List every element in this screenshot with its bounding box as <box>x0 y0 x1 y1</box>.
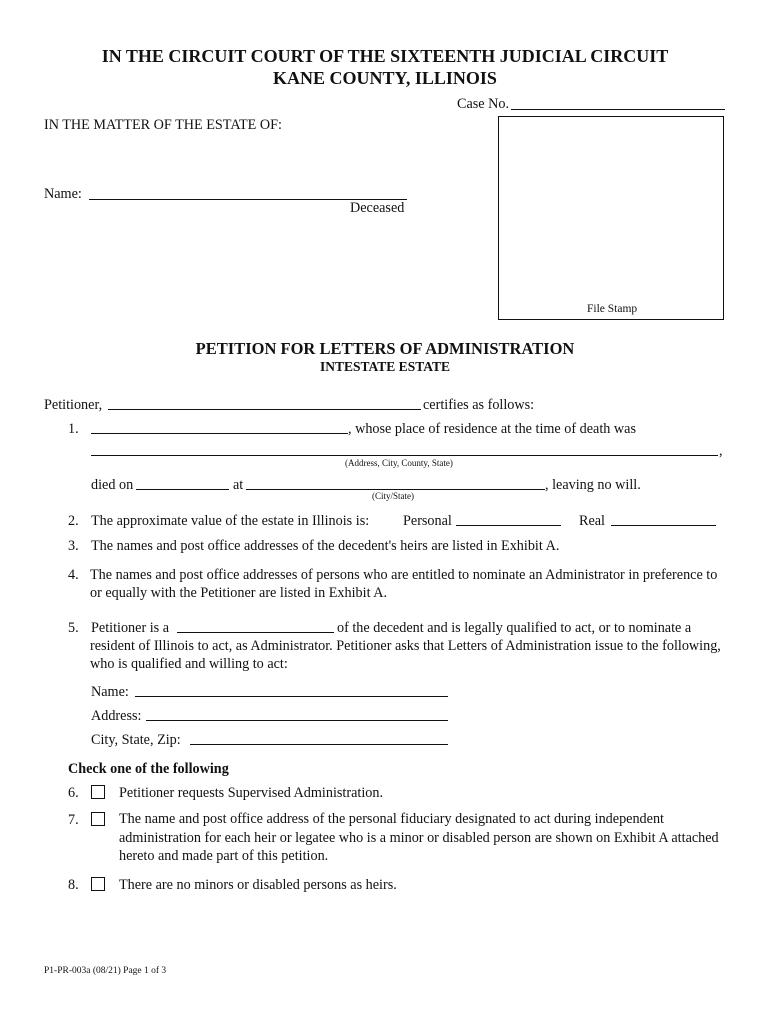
petition-title: PETITION FOR LETTERS OF ADMINISTRATION <box>195 339 575 358</box>
item-5-text-after: of the decedent and is legally qualified to act, or to nominate a <box>337 620 692 636</box>
case-no-label: Case No. <box>457 96 510 112</box>
form-id-footer: P1-PR-003a (08/21) Page 1 of 3 <box>44 966 167 976</box>
fiduciary-text: The name and post office address of the personal fiduciary designated to act during independent administration for each heir or legatee who is a minor or disabled person are shown on Exhibit A attached hereto and made part of this petition. <box>119 811 719 864</box>
item-5-number: 5. <box>68 620 79 636</box>
item-6-number: 6. <box>68 785 79 801</box>
died-on-label: died on <box>91 477 134 493</box>
supervised-admin-checkbox[interactable] <box>91 785 105 799</box>
fiduciary-checkbox[interactable] <box>91 812 105 826</box>
case-no-field[interactable] <box>511 109 725 110</box>
item-7-number: 7. <box>68 812 79 828</box>
item-4-number: 4. <box>68 567 79 583</box>
certifies-text: certifies as follows: <box>423 397 535 413</box>
deceased-label: Deceased <box>350 200 405 216</box>
at-label: at <box>233 477 244 493</box>
file-stamp-label: File Stamp <box>587 303 638 315</box>
item-2-number: 2. <box>68 513 79 529</box>
personal-value-field[interactable] <box>456 525 561 526</box>
item-8-number: 8. <box>68 877 79 893</box>
item-3-number: 3. <box>68 538 79 554</box>
item-1-number: 1. <box>68 421 79 437</box>
court-title-line2: KANE COUNTY, ILLINOIS <box>273 68 497 88</box>
place-of-death-field[interactable] <box>246 489 545 490</box>
file-stamp-box <box>498 116 724 320</box>
residence-comma: , <box>719 443 723 459</box>
leaving-no-will-text: , leaving no will. <box>545 477 641 493</box>
real-value-field[interactable] <box>611 525 716 526</box>
residence-address-field[interactable] <box>91 455 718 456</box>
no-minors-checkbox[interactable] <box>91 877 105 891</box>
heirs-text: The names and post office addresses of the decedent's heirs are listed in Exhibit A. <box>91 538 560 554</box>
check-heading: Check one of the following <box>68 761 229 777</box>
estate-value-text: The approximate value of the estate in Illinois is: <box>91 513 370 529</box>
nominate-text: The names and post office addresses of persons who are entitled to nominate an Administrator in preference to or equally with the Petitioner are listed in Exhibit A. <box>90 567 718 601</box>
decedent-name-label: Name: <box>44 186 82 202</box>
administrator-name-label: Name: <box>91 684 129 700</box>
decedent-field[interactable] <box>91 433 348 434</box>
administrator-name-field[interactable] <box>135 696 448 697</box>
supervised-admin-text: Petitioner requests Supervised Administration. <box>119 785 384 801</box>
relationship-field[interactable] <box>177 632 334 633</box>
petitioner-label: Petitioner, <box>44 397 103 413</box>
real-label: Real <box>579 513 605 529</box>
court-title-line1: IN THE CIRCUIT COURT OF THE SIXTEENTH JUDICIAL CIRCUIT <box>101 46 669 66</box>
administrator-city-label: City, State, Zip: <box>91 732 181 748</box>
administrator-address-field[interactable] <box>146 720 448 721</box>
item-5-text-rest: resident of Illinois to act, as Administrator. Petitioner asks that Letters of Administration issue to the following, who is qualified and willing to act: <box>90 638 721 672</box>
date-of-death-field[interactable] <box>136 489 229 490</box>
administrator-city-field[interactable] <box>190 744 448 745</box>
administrator-address-label: Address: <box>91 708 142 724</box>
petitioner-name-field[interactable] <box>108 409 421 410</box>
petitioner-is-text: Petitioner is a <box>91 620 170 636</box>
residence-text: , whose place of residence at the time of death was <box>348 421 636 437</box>
petition-subtitle: INTESTATE ESTATE <box>320 359 450 374</box>
city-state-caption: (City/State) <box>372 491 414 501</box>
personal-label: Personal <box>403 513 452 529</box>
address-caption: (Address, City, County, State) <box>345 458 453 468</box>
no-minors-text: There are no minors or disabled persons as heirs. <box>119 877 397 893</box>
estate-matter-label: IN THE MATTER OF THE ESTATE OF: <box>44 117 282 133</box>
